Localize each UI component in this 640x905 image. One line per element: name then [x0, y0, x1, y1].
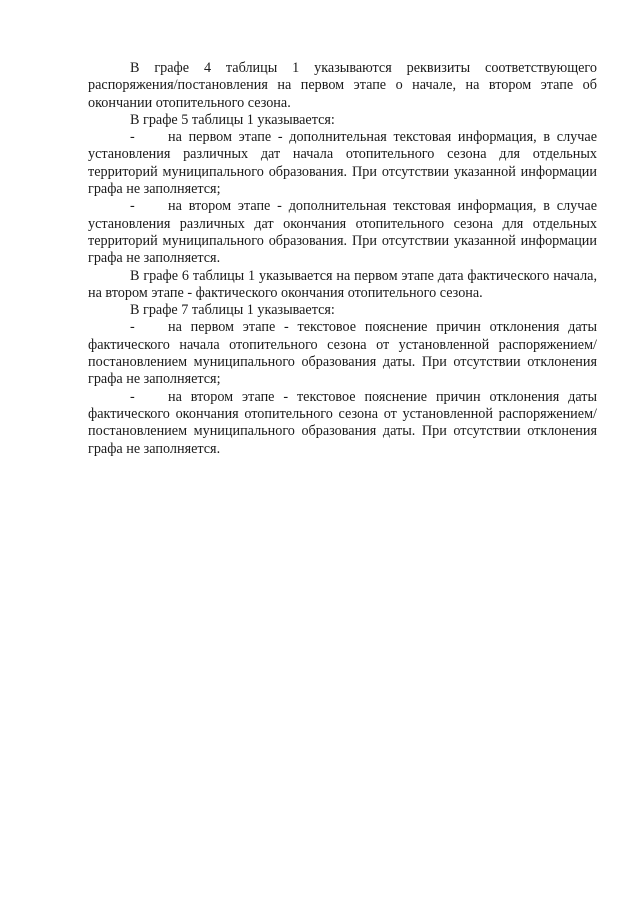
- bullet-dash: -: [130, 129, 135, 146]
- bullet-text: на первом этапе - дополнительная текстовая информация, в случае установления различных дат начала отопительного сезона для отдельных территорий муниципального образования. При отсутствии указанной информации графа не заполняется;: [88, 129, 597, 198]
- bullet-text: на первом этапе - текстовое пояснение причин отклонения даты фактического начала отопительного сезона от установленной распоряжением/постановлением муниципального образования даты. При отсутствии отклонения графа не заполняется;: [88, 319, 597, 388]
- bullet-column-5-first-stage: [88, 129, 597, 198]
- paragraph-column-5-intro: В графе 5 таблицы 1 указывается:: [130, 111, 335, 128]
- bullet-text: на втором этапе - текстовое пояснение причин отклонения даты фактического окончания отопительного сезона от установленной распоряжением/постановлением муниципального образования даты. При отсутствии отклонения графа не заполняется.: [88, 388, 597, 457]
- bullet-dash: -: [130, 388, 135, 405]
- bullet-dash: -: [130, 319, 135, 336]
- bullet-dash: -: [130, 198, 135, 215]
- paragraph-column-4: В графе 4 таблицы 1 указываются реквизиты соответствующего распоряжения/постановления на первом этапе о начале, на втором этапе об окончании отопительного сезона.: [88, 60, 597, 111]
- bullet-column-5-second-stage: [88, 198, 597, 267]
- bullet-column-7-second-stage: [88, 389, 597, 458]
- paragraph-column-6: В графе 6 таблицы 1 указывается на первом этапе дата фактического начала, на втором этапе - фактического окончания отопительного сезона.: [88, 267, 597, 301]
- bullet-text: на втором этапе - дополнительная текстовая информация, в случае установления различных дат окончания отопительного сезона для отдельных территорий муниципального образования. При отсутствии указанной информации графа не заполняется.: [88, 198, 597, 267]
- document-body: [88, 60, 597, 458]
- paragraph-column-7-intro: В графе 7 таблицы 1 указывается:: [130, 302, 335, 319]
- bullet-column-7-first-stage: [88, 319, 597, 388]
